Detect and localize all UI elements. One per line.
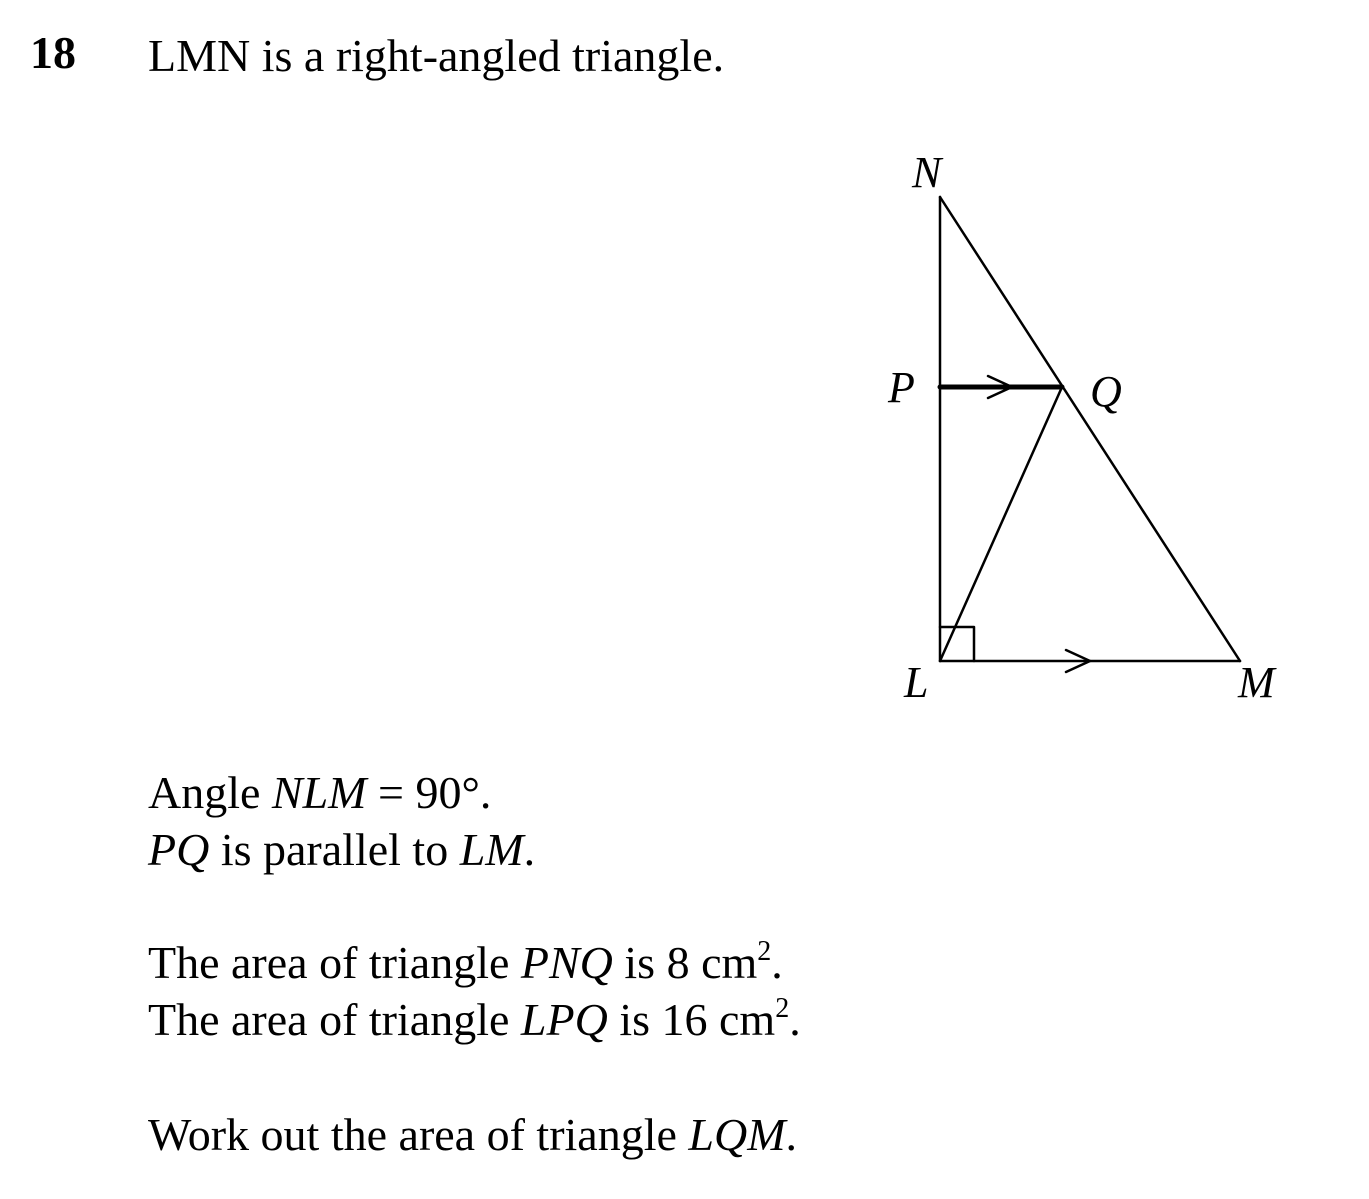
task-instruction: Work out the area of triangle LQM. <box>148 1109 798 1160</box>
statement-parallel: PQ is parallel to LM. <box>148 824 536 875</box>
statement-angle: Angle NLM = 90°. <box>148 767 492 818</box>
vertex-label-L: L <box>904 658 929 707</box>
segment-LQ <box>940 387 1062 661</box>
statement-area-lpq: The area of triangle LPQ is 16 $cm^2$. <box>148 993 801 1045</box>
vertex-label-Q: Q <box>1090 367 1122 416</box>
vertex-label-M: M <box>1238 658 1275 707</box>
question-number: 18 <box>30 27 76 78</box>
vertex-label-P: P <box>888 363 915 412</box>
right-angle-marker <box>940 627 974 661</box>
side-NM <box>940 197 1240 661</box>
vertex-label-N: N <box>912 148 942 197</box>
statement-area-pnq: The area of triangle PNQ is 8 $cm^2$. <box>148 936 783 988</box>
question-title: LMN is a right-angled triangle. <box>148 30 725 81</box>
